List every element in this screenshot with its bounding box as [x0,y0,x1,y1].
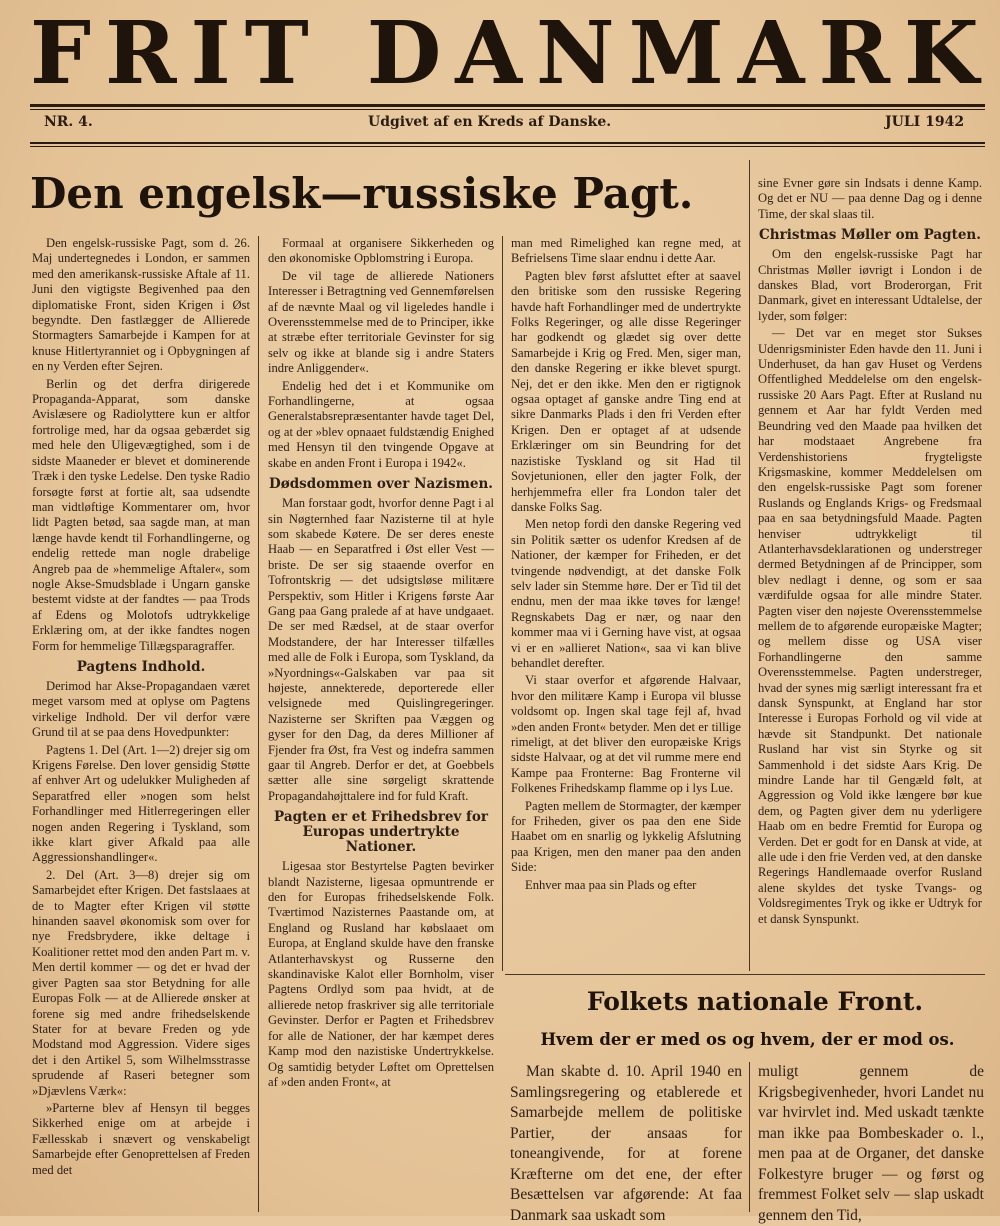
issue-date: JULI 1942 [885,114,965,130]
masthead-rule-top [30,104,985,107]
issue-bar [30,114,990,136]
paragraph: Men netop fordi den danske Regering ved sin Politik sætter os udenfor Kredsen af de Nationer, der kæmper for Friheden, er det tvingende nødvendigt, at det danske Folk selv lader sin Stemme høre. Der er Tid til det endnu, men der maa ikke tøves for længe! Regnskabets Dag er nær, og naar den kommer maa vi i Gerning have vist, at ogsaa vi er en »allieret Nation«, saa vi kan blive behandlet derefter. [511,517,741,670]
paragraph: sine Evner gøre sin Indsats i denne Kamp. Og det er NU — paa denne Dag og i denne Time, der skal slaas til. [758,176,982,221]
column-divider [502,236,503,971]
section-heading: Pagtens Indhold. [76,658,206,675]
paragraph: Pagten mellem de Stormagter, der kæmper for Friheden, giver os paa den ene Side Haabet om en snarlig og lykkelig Afslutning paa Krigen, men den maner paa den anden Side: [511,798,741,875]
section-heading: Pagten er et Frihedsbrev for Europas undertrykte Nationer. [274,809,488,856]
paragraph: Ligesaa stor Bestyrtelse Pagten bevirker blandt Nazisterne, ligesaa opmuntrende er den for Europas frihedselskende Folk. Tværtimod Nazisternes Paastande om, at England og Rusland har købslaaet om Europa, at England skulde have den franske Atlanterhavskyst og Russerne den skandinaviske Kalot eller Bornholm, viser Pagtens Ordlyd som paa hvidt, at de allierede netop fraskriver sig alle territoriale Gevinster. Derfor er Pagten et Frihedsbrev for alle de Nationer, der har kæmpet deres Kamp mod den nazistiske Undertrykkelse. Og samtidig betyder Løftet om Oprettelsen af »den anden Front«, at [268,859,494,1089]
section-divider [505,974,985,975]
paragraph: Enhver maa paa sin Plads og efter [525,877,697,892]
paragraph: Om den engelsk-russiske Pagt har Christmas Møller iøvrigt i London i de danskes Blad, vort Broderorgan, Frit Danmark, givet en interessant Udtalelse, der lyder, som følger: [758,247,982,323]
article-column-2 [268,236,494,1212]
masthead-title: FRIT DANMARK [30,3,993,104]
paragraph: — Det var en meget stor Sukses Udenrigsminister Eden havde den 11. Juni i Underhuset, da han gav Huset og Verdens Offentlighed Meddelelse om den engelsk-russiske 20 Aars Pagt. Efter at Rusland nu gennem et Aar har fyldt Verden med Beundring ved den Maade paa hvilken det har modstaaet Angrebene fra Verdenshistoriens frygteligste Krigsmaskine, kommer Meddelelsen om den engelsk-russiske Pagt som forener Ruslands og Englands Krigs- og Fredsmaal paa en saa betydningsfuld Maade. Pagten henviser udtrykkeligt til Atlanterhavsdeklarationen og understreger dermed Betydningen af de Principper, som blev nedlagt i denne, og som er saa værdifulde ogsaa for alle mindre Stater. Pagten viser den nøjeste Overensstemmelse mellem de to afgørende europæiske Magter; og mellem disse og USA viser Forhandlingerne den samme Overensstemmelse. Pagten understreger, hvad der synes mig særligt interessant fra et dansk Synspunkt, at England har stor Interesse i Europas Forhold og vil vide at hævde sit Standpunkt. Det nationale Rusland har vist sin Styrke og sit Sammenhold i det sidste Aars Krig. De mindre Lande har til Gengæld følt, at Aggression og Vold ikke længere bør kue dem, og Pagten giver dem nu yderligere Haab om en bedre Fremtid for Europa og Verden. Det er godt for en Dansk at vide, at alle ude i den frie Verden ved, at den danske Regerings Handlemaade overfor Rusland alene skyldes det tyske Tvangs- og Voldsregimentes Tryk og ikke er Udtryk for et dansk Synspunkt. [758,326,982,926]
paragraph: Formaal at organisere Sikkerheden og den økonomiske Opblomstring i Europa. [268,236,494,266]
article-column-4 [758,176,982,971]
paragraph: Endelig hed det i et Kommunike om Forhandlingerne, at ogsaa Generalstabsrepræsentanter havde taget Del, og at der »blev opnaaet fuldstændig Enighed med Hensyn til den tvingende Opgave at skabe en anden Front i Europa i 1942«. [268,378,494,470]
article2-headline: Folkets nationale Front. [586,987,924,1016]
article2-column-a [510,1062,742,1224]
issue-number: NR. 4. [44,114,93,130]
masthead-rule-top-thin [30,109,985,110]
paragraph: Vi staar overfor et afgørende Halvaar, hvor den militære Kamp i Europa vil blusse voldsomt op. Ingen skal tage fejl af, hvad »den anden Front« betyder. Men det er tillige rimeligt, at det bliver den europæiske Krigs sidste Halvaar, og at det vil rumme mere end Kampe paa Fronterne: Bag Fronterne vil Folkenes Frihedskamp flamme op i lys Lue. [511,673,741,796]
section-heading: Dødsdommen over Nazismen. [269,476,493,493]
article-column-3 [511,236,741,971]
paragraph: Man forstaar godt, hvorfor denne Pagt i al sin Nøgternhed faar Nazisterne til at hyle som skabede Køtere. De ser deres eneste Haab — en Separatfred i Øst eller Vest — briste. De ser sig staaende overfor en Tofrontskrig — det udsigtsløse militære Perspektiv, som Hitler i Krigens første Aar Gang paa Gang pralede af at have undgaaet. De ser med Rædsel, at de staar overfor Modstandere, der har Interesser tilfælles med alle de Folk i Europa, som Tyskland, da »Nyordnings«-Galskaben var paa sit højeste, annekterede, deporterede eller velsignede med Quislingregeringer. Nazisterne ser Skriften paa Væggen og gyser for den Dag, da deres Millioner af Fjender fra Øst, fra Vest og indefra sammen gaar til Angreb. Derfor er det, at Goebbels sætter alle sine sørgeligt skrattende Propagandahøjttalere ind for fuld Kraft. [268,496,494,803]
paragraph: Pagtens 1. Del (Art. 1—2) drejer sig om Krigens Førelse. Den lover gensidig Støtte af enhver Art og udelukker Muligheden af Separatfred eller »nogen som helst Forhandlinger med Hitlerregeringen eller nogen anden Regering i Tyskland, som ikke klart giver Afkald paa alle Aggressionshandlinger«. [32,742,250,865]
paragraph: Pagten blev først afsluttet efter at saavel den britiske som den russiske Regering havde haft Forhandlinger med de undertrykte Folks Regeringer, og alle disse Regeringer har godkendt og glædet sig over dette Samarbejde i Krig og Fred. Men, siger man, den danske Regering er ikke blevet spurgt. Nej, det er den ikke. Men den er rigtignok ogsaa optaget af ganske andre Ting end at sikre Danmarks Plads i den fri Verden efter Krigen. Den er optaget af at udsende Erklæringer om sin Beundring for det nazistiske Tyskland og sit Had til Sovjetunionen, eller den jagter Folk, der herhjemmefra eller fra London taler det danske Folks Sag. [511,268,741,514]
column-divider [749,160,750,971]
paragraph: »Parterne blev af Hensyn til begges Sikkerhed enige om at arbejde i Fællesskab i snævert og venskabeligt Samarbejde efter Genoprettelsen af Freden med det [32,1100,250,1177]
paragraph: Derimod har Akse-Propagandaen været meget varsom med at oplyse om Pagtens virkelige Indhold. Der vil derfor være Grund til at se paa dens Hovedpunkter: [32,678,250,740]
paragraph: 2. Del (Art. 3—8) drejer sig om Samarbejdet efter Krigen. Det fastslaaes at de to Magter efter Krigen vil støtte hinanden saavel økonomisk som over for nye Fredsbrydere, ikke deltage i Koalitioner rettet mod den anden Part m. v. Men dertil kommer — og det er hvad der giver Pagten saa stor Betydning for alle Europas Folk — at de Allierede ønsker at forene sig med andre frihedselskende Stater for at bevare Freden og yde Modstand mod Aggression. Videre siges det i den Artikel 5, som Wilhelmsstrasse sprudende af Raseri betegner som »Djævlens Værk«: [32,867,250,1098]
paragraph: Man skabte d. 10. April 1940 en Samlingsregering og etablerede et Samarbejde mellem de politiske Partier, der ansaas for toneangivende, for at forene Kræfterne om det ene, der efter Besættelsen var afgørende: At faa Danmark saa uskadt som [510,1063,742,1224]
article2-column-b [758,1062,984,1224]
article-headline: Den engelsk—russiske Pagt. [30,169,694,218]
paragraph: man med Rimelighed kan regne med, at Befrielsens Time slaar endnu i dette Aar. [511,236,741,266]
article-column-1 [32,236,250,1212]
section-heading: Christmas Møller om Pagten. [759,227,981,244]
issue-bar-rule-thin [30,146,985,147]
paragraph: Den engelsk-russiske Pagt, som d. 26. Maj undertegnedes i London, er sammen med den amerikansk-russiske Aftale af 11. Juni den vigtigste Begivenhed paa den diplomatiske Front, siden Krigen i Øst begyndte. Den fastlægger de Allierede Stormagters Samarbejde i Kampen for at knuse Hitlertyranniet og i Opbygningen af en ny Verden efter Sejren. [32,236,250,374]
column-divider [749,1062,750,1212]
issue-publisher: Udgivet af en Kreds af Danske. [368,114,612,130]
article2-subheadline: Hvem der er med os og hvem, der er mod os. [540,1030,955,1049]
paragraph: muligt gennem de Krigsbegivenheder, hvori Landet nu var hvirvlet ind. Med uskadt tænkte man ikke paa Bombeskader o. l., men paa at de Organer, det danske Folkestyre bruger — og først og fremmest Folket selv — slap uskadt gennem den Tid, [758,1063,984,1224]
paragraph: Berlin og det derfra dirigerede Propaganda-Apparat, som danske Avislæsere og Radiolyttere kun er altfor fortrolige med, har da ogsaa gebærdet sig med hele den Uligevægtighed, som i de sidste Maaneder er blevet et dominerende Træk i den tyske Ledelse. Den tyske Radio forsøgte først at fortie alt, saa udsendte man vidtløftige Kommentarer om, hvor lidt Pagten betød, saa sagde man, at man længe havde kendt til Forhandlingerne, og endelig rettede man nogle drabelige Angreb paa de »hemmelige Aftaler«, som nogle Akse-Smudsblade i Ungarn ganske bestemt vidste at der fandtes — paa Trods af Edens og Molotofs udtrykkelige Erklæring om, at der ikke fandtes nogen Form for hemmelige Tillægsparagraffer. [32,376,250,653]
column-divider [258,236,259,1212]
paragraph: De vil tage de allierede Nationers Interesser i Betragtning ved Gennemførelsen af de nævnte Maal og vil ligeledes handle i Overensstemmelse med de to Principer, ikke at stræbe efter territoriale Gevinster for sig selv og ikke at blande sig i andre Staters indre Anliggender«. [268,268,494,376]
issue-bar-rule [30,142,985,144]
